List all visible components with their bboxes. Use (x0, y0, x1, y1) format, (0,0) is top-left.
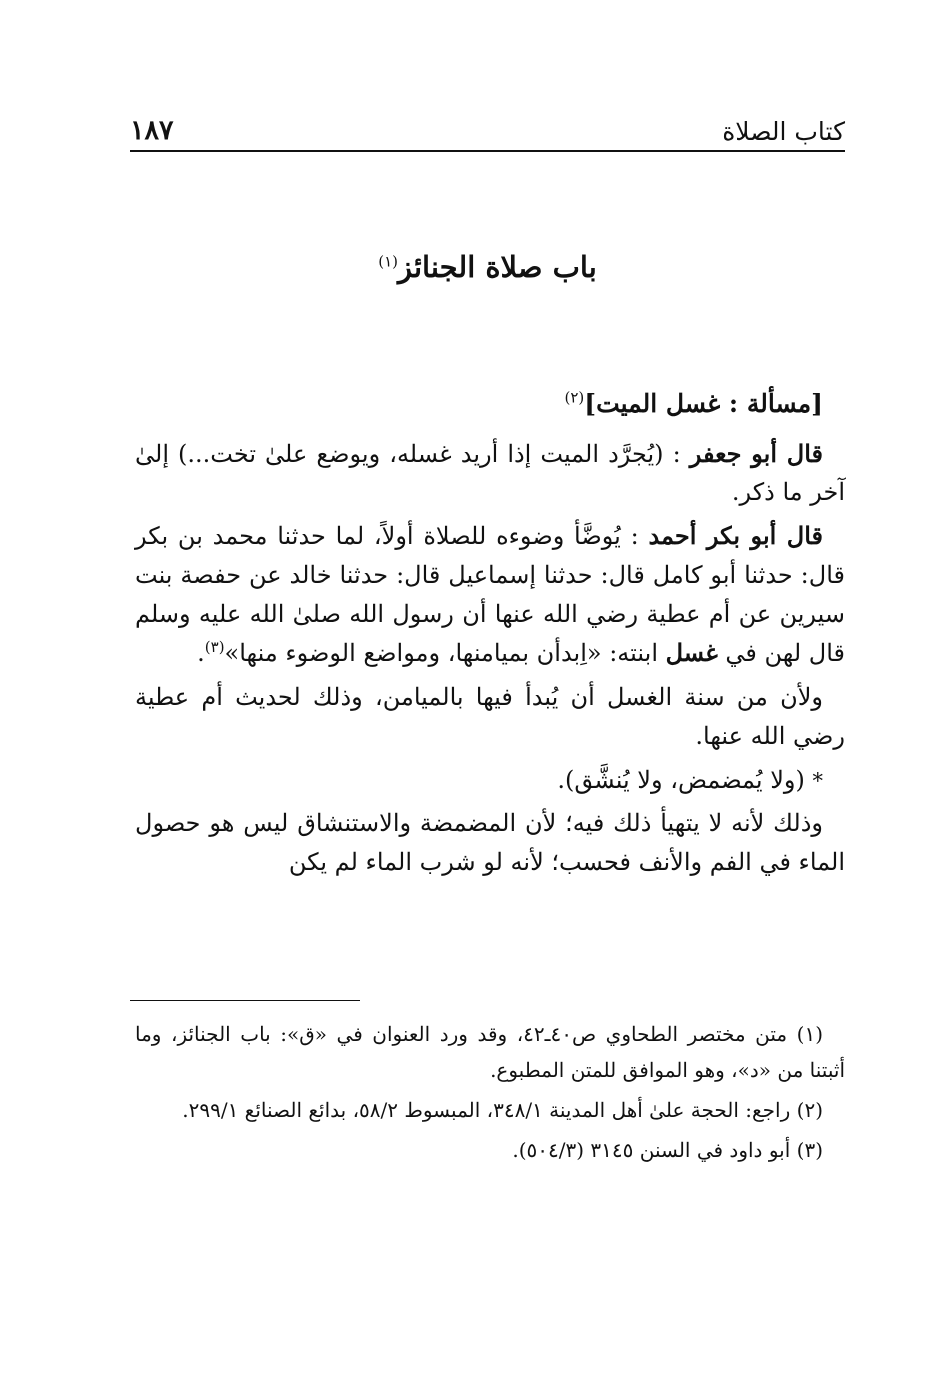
page-number: ١٨٧ (130, 115, 174, 146)
paragraph-text: ولأن من سنة الغسل أن يُبدأ فيها بالميامن، وذلك لحديث أم عطية رضي الله عنها. (135, 682, 845, 750)
paragraph-end: . (197, 638, 205, 667)
footnote-2: (٢) راجع: الحجة علىٰ أهل المدينة ٣٤٨/١، المبسوط ٥٨/٢، بدائع الصنائع ٢٩٩/١. (182, 1098, 823, 1122)
main-text (135, 384, 845, 887)
footnote-divider (130, 1000, 360, 1001)
speaker-name: قال أبو جعفر (689, 438, 823, 468)
paragraph-5 (135, 804, 845, 882)
footnotes (135, 1016, 845, 1172)
footnote-3: (٣) أبو داود في السنن ٣١٤٥ (٥٠٤/٣). (512, 1138, 823, 1162)
paragraph-text: ابنته: «اِبدأن بميامنها، ومواضع الوضوء منها» (224, 638, 666, 667)
footnote-ref-3: (٣) (204, 637, 225, 656)
speaker-name: قال أبو بكر أحمد (648, 521, 824, 551)
section-title-text: [مسألة : غسل الميت] (584, 389, 823, 418)
bold-word: غسل (665, 637, 718, 667)
chapter-title-text: باب صلاة الجنائز (397, 250, 597, 284)
page-header (130, 108, 845, 152)
paragraph-3 (135, 678, 845, 756)
paragraph-4 (135, 761, 845, 800)
paragraph-text: (ولا يُمضمض، ولا يُنشَّق). (557, 765, 813, 794)
paragraph-text: وذلك لأنه لا يتهيأ ذلك فيه؛ لأن المضمضة والاستنشاق ليس هو حصول الماء في الفم والأنف فحسب؛ لأنه لو شرب الماء لم يكن (135, 809, 845, 877)
paragraph-text: : يُوضَّأ وضوءه للصلاة أولاً، لما حدثنا محمد بن بكر قال: حدثنا أبو كامل قال: حدثنا إسماعيل قال: حدثنا خالد عن حفصة بنت سيرين عن أم عطية رضي الله عنها أن رسول الله صلىٰ الله عليه وسلم قال لهن في (135, 522, 845, 667)
footnote-ref-1: (١) (378, 252, 398, 271)
paragraph-1 (135, 435, 845, 513)
footnote-ref-2: (٢) (564, 388, 585, 407)
chapter-title (130, 250, 845, 284)
section-title (135, 384, 845, 425)
paragraph-2 (135, 517, 845, 673)
running-title: كتاب الصلاة (722, 117, 845, 146)
asterisk-mark: * (812, 768, 823, 793)
paragraph-text: : (يُجرَّد الميت إذا أريد غسله، ويوضع علىٰ تخت...) إلىٰ آخر ما ذكر. (135, 439, 845, 507)
footnote-1: (١) متن مختصر الطحاوي ص٤٠ـ٤٢، وقد ورد العنوان في «ق»: باب الجنائز، وما أثبتنا من «د»، وهو الموافق للمتن المطبوع. (135, 1022, 845, 1082)
